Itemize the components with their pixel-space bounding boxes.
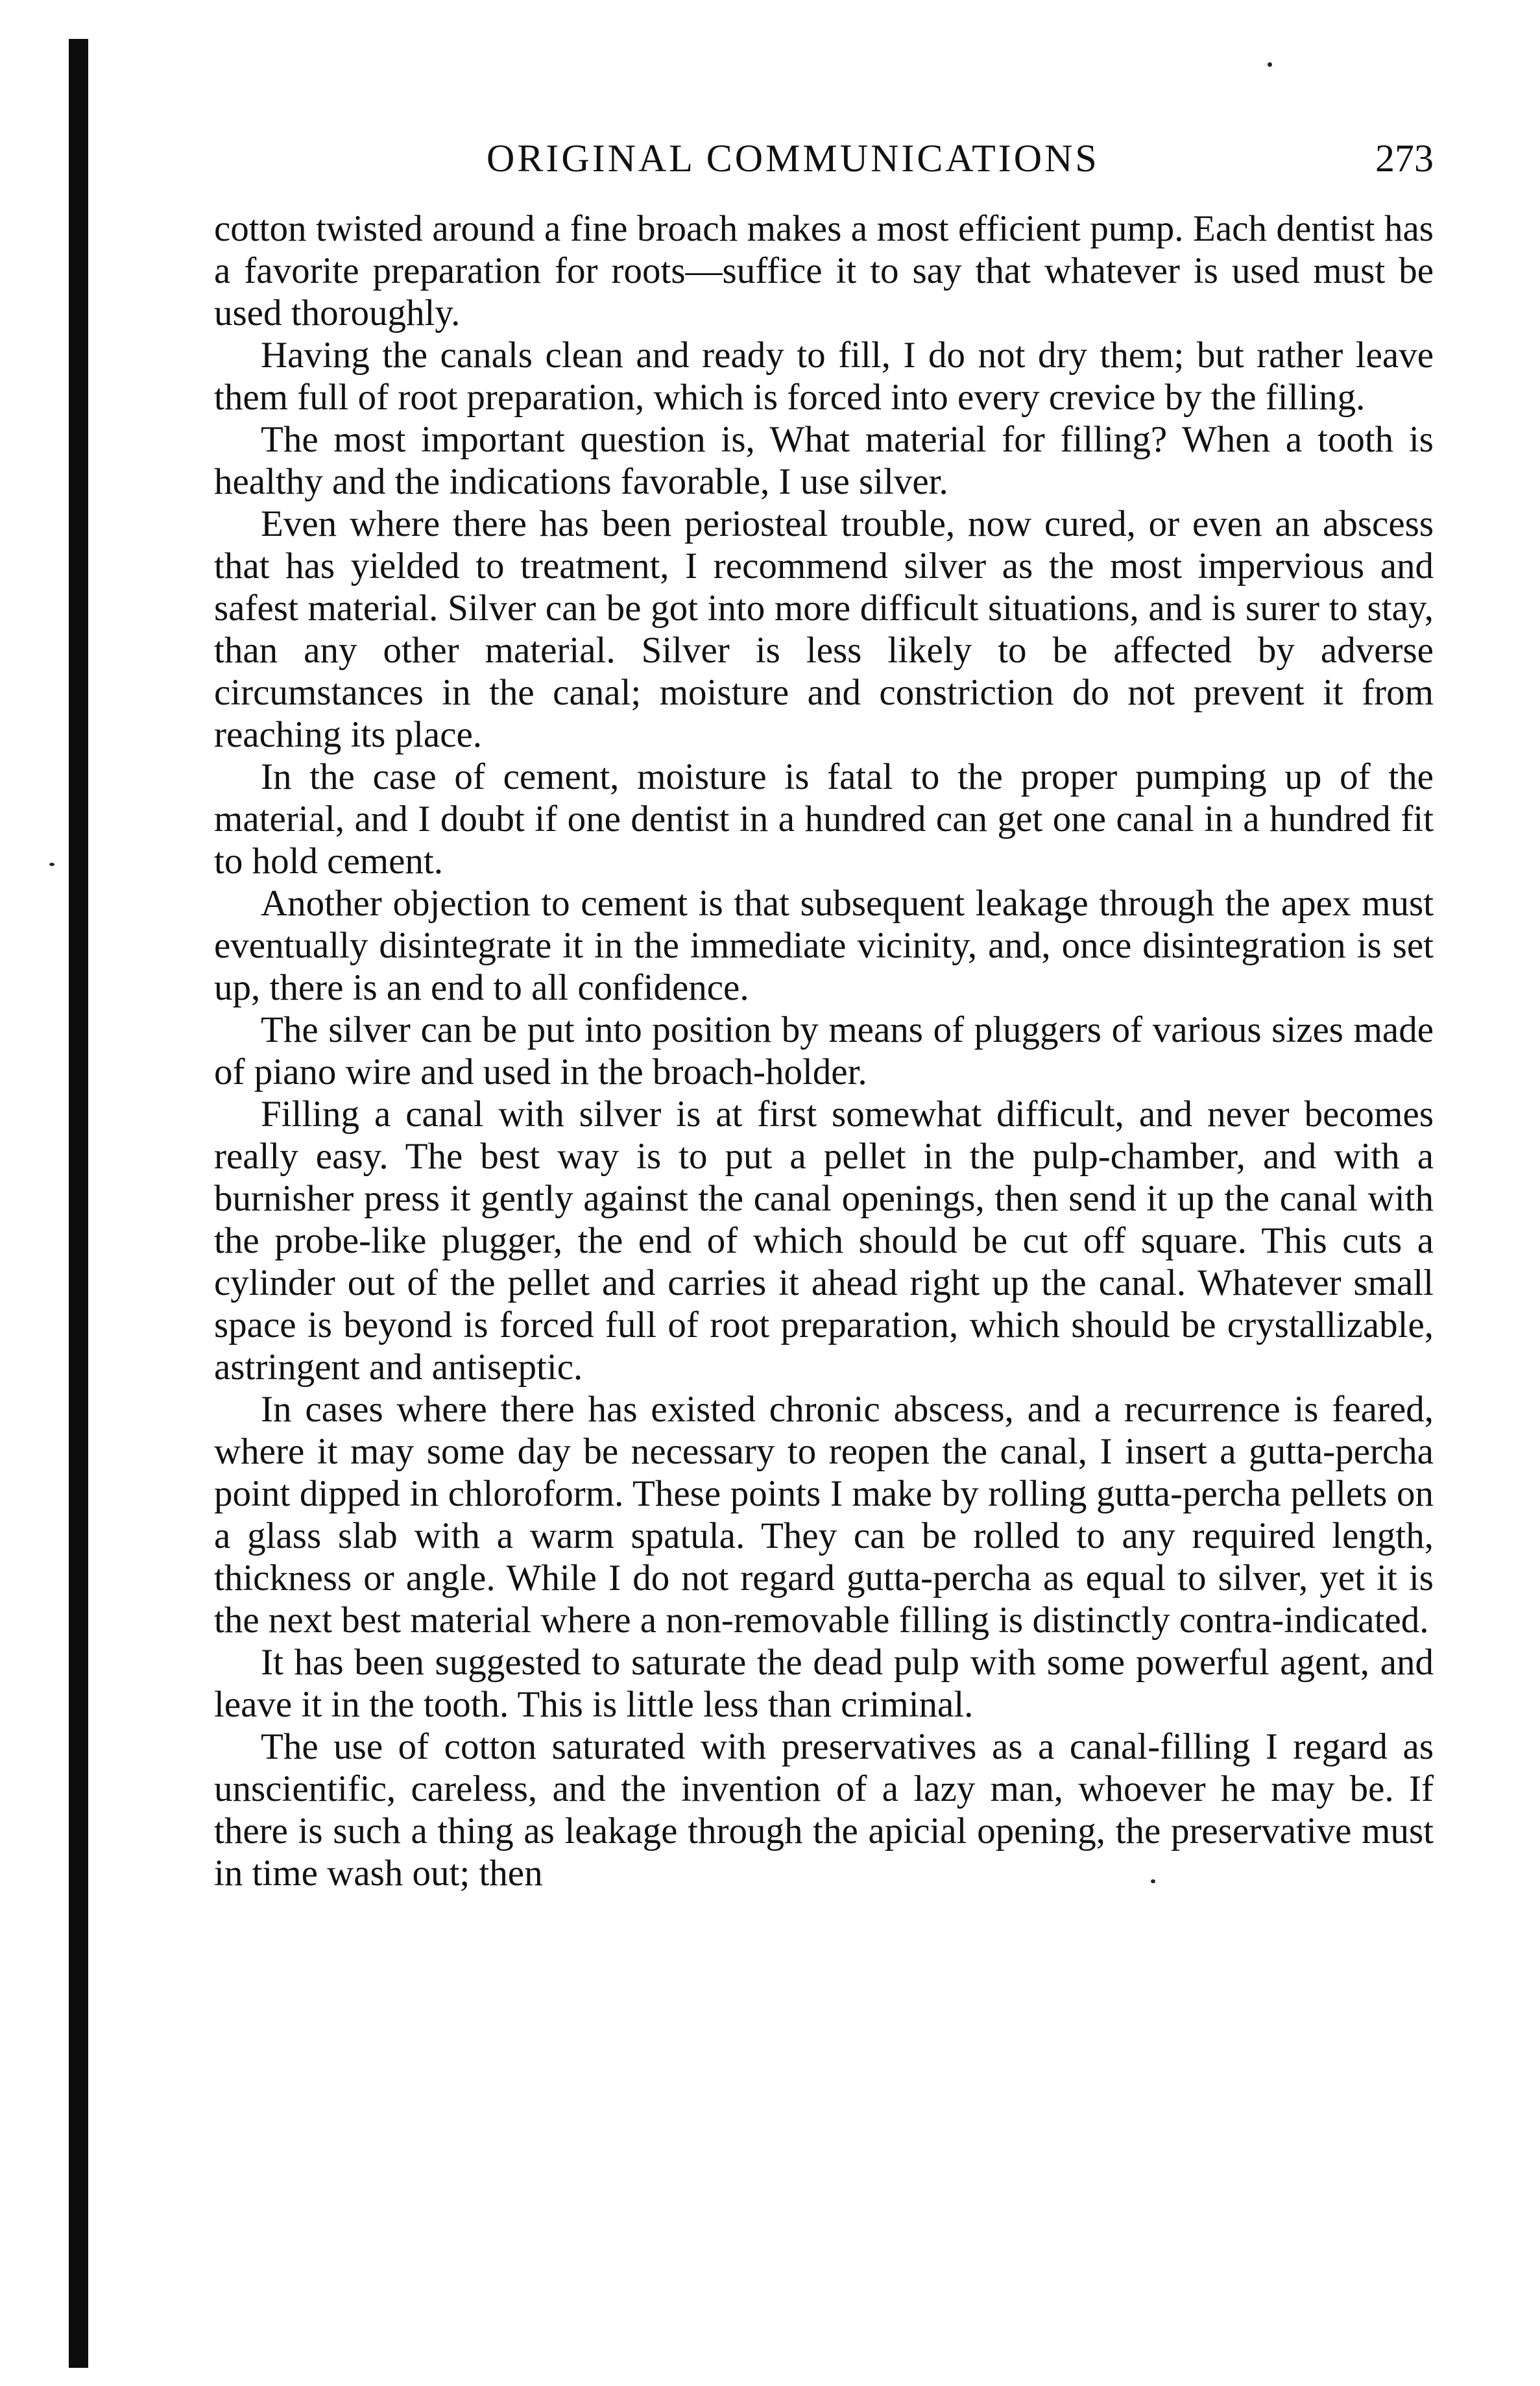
paragraph: Having the canals clean and ready to fill, I do not dry them; but rather leave them full of root preparation, which is forced into every crevice by the filling. [214,335,1434,418]
running-title: ORIGINAL COMMUNICATIONS [487,137,1100,180]
paragraph: Filling a canal with silver is at first somewhat difficult, and never becomes really easy. The best way is to put a pellet in the pulp-chamber, and with a burnisher press it gently against the canal openings, then send it up the canal with the probe-like plugger, the end of which should be cut off square. This cuts a cylinder out of the pellet and carries it ahead right up the canal. Whatever small space is beyond is forced full of root preparation, which should be crystallizable, astringent and antiseptic. [214,1094,1434,1388]
print-speck [1268,62,1272,67]
running-head [214,132,1434,184]
body-text [214,208,1434,1894]
paragraph: The silver can be put into position by means of pluggers of various sizes made of piano wire and used in the broach-holder. [214,1009,1434,1092]
paragraph: The most important question is, What material for filling? When a tooth is healthy and the indications favorable, I use silver. [214,419,1434,502]
print-speck [49,863,54,866]
page-binding-edge [69,39,88,2368]
paragraph: Even where there has been periosteal trouble, now cured, or even an abscess that has yielded to treatment, I recommend silver as the most impervious and safest material. Silver can be got into more difficult situations, and is surer to stay, than any other material. Silver is less likely to be affected by adverse circumstances in the canal; moisture and constriction do not prevent it from reaching its place. [214,503,1434,755]
paragraph: It has been suggested to saturate the dead pulp with some powerful agent, and leave it in the tooth. This is little less than criminal. [214,1642,1434,1725]
paragraph: Another objection to cement is that subsequent leakage through the apex must eventually disintegrate it in the immediate vicinity, and, once disintegration is set up, there is an end to all confidence. [214,883,1434,1008]
paragraph: cotton twisted around a fine broach makes a most efficient pump. Each dentist has a favorite preparation for roots—suffice it to say that whatever is used must be used thoroughly. [214,208,1434,333]
page-number: 273 [1375,137,1434,180]
paragraph: In cases where there has existed chronic abscess, and a recurrence is feared, where it may some day be necessary to reopen the canal, I insert a gutta-percha point dipped in chloroform. These points I make by rolling gutta-percha pellets on a glass slab with a warm spatula. They can be rolled to any required length, thickness or angle. While I do not regard gutta-percha as equal to silver, yet it is the next best material where a non-removable filling is distinctly contra-indicated. [214,1389,1434,1641]
paragraph: The use of cotton saturated with preservatives as a canal-filling I regard as unscientific, careless, and the invention of a lazy man, whoever he may be. If there is such a thing as leakage through the apicial opening, the preservative must in time wash out; then [214,1726,1434,1894]
paragraph: In the case of cement, moisture is fatal to the proper pumping up of the material, and I doubt if one dentist in a hundred can get one canal in a hundred fit to hold cement. [214,756,1434,882]
